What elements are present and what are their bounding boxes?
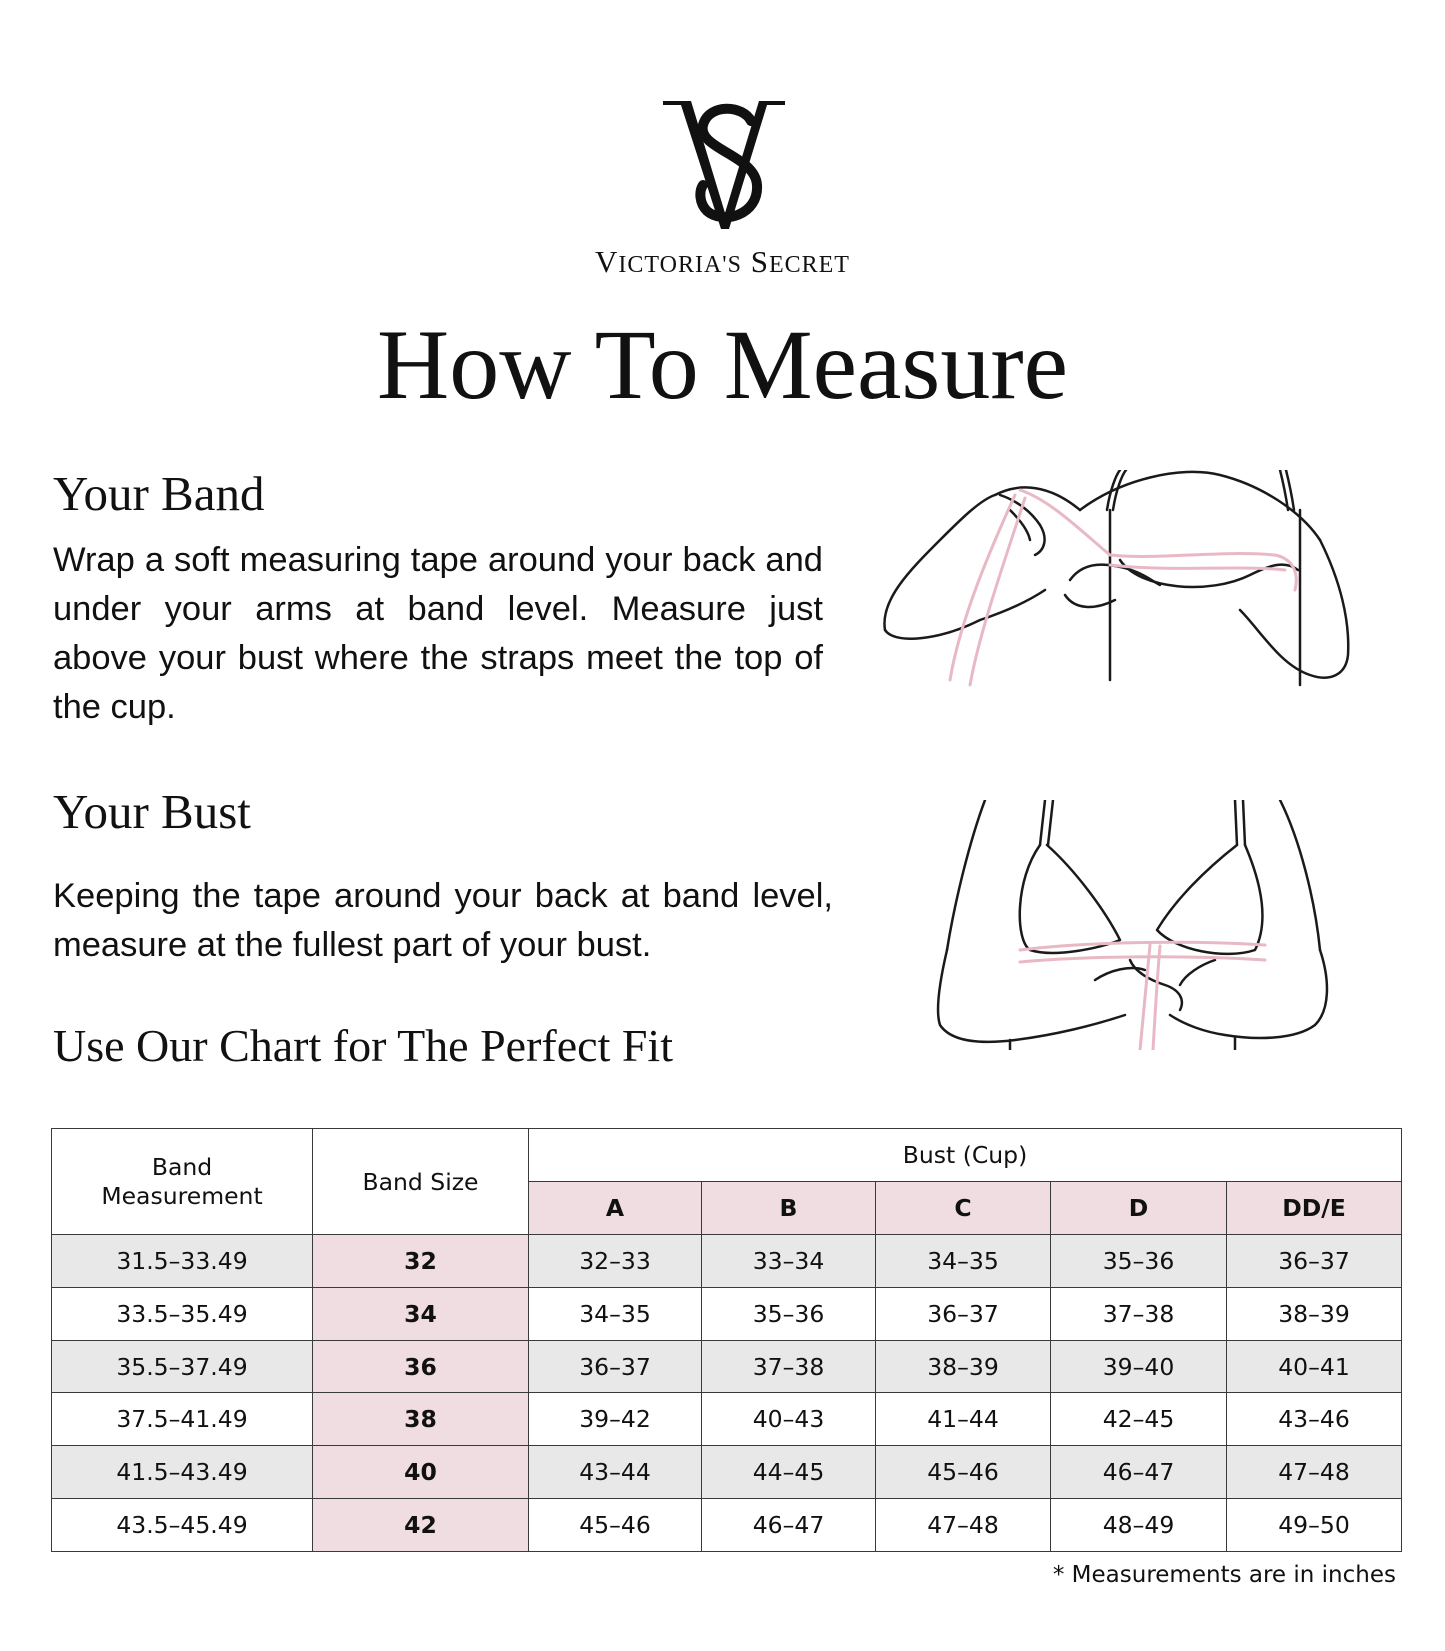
brand-initial-v: V [595, 244, 619, 279]
bust-value-cell: 47–48 [1227, 1446, 1402, 1499]
bust-value-cell: 36–37 [876, 1287, 1051, 1340]
bust-value-cell: 32–33 [529, 1235, 702, 1288]
bust-value-cell: 43–46 [1227, 1393, 1402, 1446]
cup-header-d: D [1051, 1182, 1227, 1235]
brand-initial-s: S [750, 244, 769, 279]
bust-value-cell: 37–38 [702, 1340, 876, 1393]
bust-value-cell: 41–44 [876, 1393, 1051, 1446]
band-measurement-cell: 37.5–41.49 [52, 1393, 313, 1446]
bust-value-cell: 45–46 [529, 1499, 702, 1552]
bust-value-cell: 43–44 [529, 1446, 702, 1499]
band-measurement-cell: 43.5–45.49 [52, 1499, 313, 1552]
table-row [52, 1446, 1402, 1499]
measurement-footnote: * Measurements are in inches [1052, 1562, 1396, 1588]
bust-value-cell: 39–42 [529, 1393, 702, 1446]
bust-value-cell: 35–36 [1051, 1235, 1227, 1288]
band-measurement-cell: 33.5–35.49 [52, 1287, 313, 1340]
table-row [52, 1393, 1402, 1446]
bust-value-cell: 39–40 [1051, 1340, 1227, 1393]
bust-value-cell: 34–35 [876, 1235, 1051, 1288]
band-size-cell: 34 [313, 1287, 529, 1340]
bust-value-cell: 36–37 [1227, 1235, 1402, 1288]
bust-value-cell: 35–36 [702, 1287, 876, 1340]
bust-value-cell: 42–45 [1051, 1393, 1227, 1446]
bust-value-cell: 45–46 [876, 1446, 1051, 1499]
band-instructions: Wrap a soft measuring tape around your back and under your arms at band level. Measure just above your bust where the straps meet the top of the cup. [53, 541, 823, 726]
bust-value-cell: 37–38 [1051, 1287, 1227, 1340]
band-size-cell: 40 [313, 1446, 529, 1499]
brand-word-secret: ECRET [768, 252, 850, 278]
cup-header-a: A [529, 1182, 702, 1235]
vs-monogram-logo-icon [663, 95, 787, 231]
band-size-header: Band Size [313, 1129, 529, 1235]
band-size-cell: 38 [313, 1393, 529, 1446]
bust-cup-header: Bust (Cup) [529, 1129, 1402, 1182]
chart-heading: Use Our Chart for The Perfect Fit [53, 1020, 673, 1071]
bust-value-cell: 38–39 [876, 1340, 1051, 1393]
band-size-cell: 36 [313, 1340, 529, 1393]
bust-value-cell: 33–34 [702, 1235, 876, 1288]
size-chart-table [51, 1128, 1402, 1552]
band-measurement-cell: 41.5–43.49 [52, 1446, 313, 1499]
bust-instructions: Keeping the tape around your back at band level, measure at the fullest part of your bust. [53, 877, 833, 964]
bust-value-cell: 40–43 [702, 1393, 876, 1446]
table-row [52, 1287, 1402, 1340]
brand-name [0, 244, 1445, 280]
cup-header-b: B [702, 1182, 876, 1235]
bust-heading: Your Bust [53, 784, 251, 839]
bust-value-cell: 49–50 [1227, 1499, 1402, 1552]
bust-value-cell: 38–39 [1227, 1287, 1402, 1340]
band-heading: Your Band [53, 466, 265, 521]
page-title: How To Measure [376, 309, 1068, 420]
brand-word-victorias: ICTORIA'S [618, 252, 742, 278]
band-measurement-cell: 31.5–33.49 [52, 1235, 313, 1288]
bust-value-cell: 44–45 [702, 1446, 876, 1499]
table-row [52, 1499, 1402, 1552]
bust-value-cell: 46–47 [702, 1499, 876, 1552]
measuring-bust-illustration-icon [935, 800, 1365, 1050]
cup-header-dde: DD/E [1227, 1182, 1402, 1235]
table-row [52, 1235, 1402, 1288]
cup-header-c: C [876, 1182, 1051, 1235]
band-size-cell: 32 [313, 1235, 529, 1288]
bust-value-cell: 48–49 [1051, 1499, 1227, 1552]
measuring-band-illustration-icon [880, 470, 1385, 710]
bust-value-cell: 46–47 [1051, 1446, 1227, 1499]
bust-value-cell: 40–41 [1227, 1340, 1402, 1393]
bust-value-cell: 34–35 [529, 1287, 702, 1340]
band-measurement-header: Band Measurement [52, 1129, 313, 1235]
table-row [52, 1340, 1402, 1393]
band-size-cell: 42 [313, 1499, 529, 1552]
band-measurement-cell: 35.5–37.49 [52, 1340, 313, 1393]
bust-value-cell: 36–37 [529, 1340, 702, 1393]
bust-value-cell: 47–48 [876, 1499, 1051, 1552]
